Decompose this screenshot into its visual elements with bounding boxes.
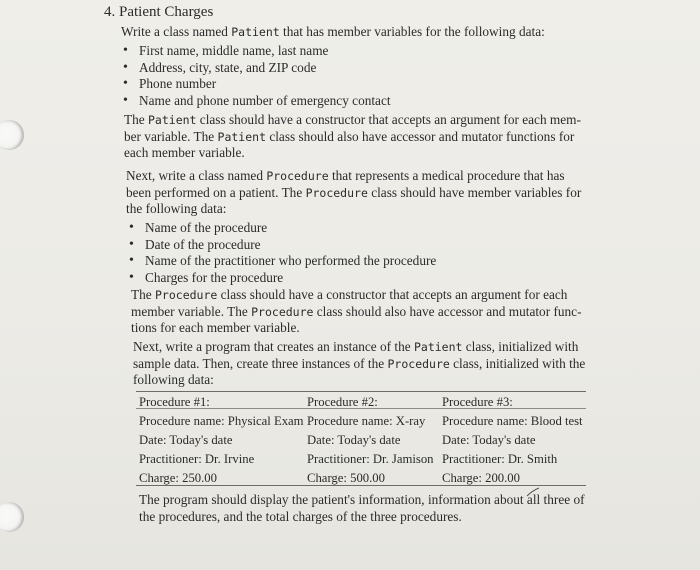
list-item: • Address, city, state, and ZIP code — [121, 60, 391, 77]
procedure-header: Procedure #2: — [307, 395, 378, 409]
procedure-class-paragraph: Next, write a class named Procedure that represents a medical procedure that has been performed on a patient. The Procedure class should have member variables for the following data: — [126, 168, 582, 216]
procedure-header: Procedure #3: — [442, 395, 513, 409]
list-item: • Name of the procedure — [127, 220, 436, 237]
procedure-column-3 — [442, 393, 583, 488]
list-item: • First name, middle name, last name — [121, 43, 391, 60]
procedure-charge: Charge: 250.00 — [139, 471, 217, 485]
procedure-date: Date: Today's date — [442, 433, 536, 447]
patient-fields-list — [121, 43, 391, 109]
procedure-column-1 — [139, 393, 304, 488]
patient-class-paragraph: The Patient class should have a constructor that accepts an argument for each mem- ber variable. The Patient class should also have accessor and mutator functions for each member variable. — [124, 112, 581, 160]
procedure-name: Procedure name: X-ray — [307, 414, 426, 428]
procedure-name: Procedure name: Physical Exam — [139, 414, 304, 428]
closing-paragraph: The program should display the patient's information, information about all three of the procedures, and the total charges of the three procedures. — [139, 492, 585, 524]
procedure-practitioner: Practitioner: Dr. Smith — [442, 452, 558, 466]
procedure-date: Date: Today's date — [139, 433, 233, 447]
binder-hole — [0, 502, 24, 532]
intro-paragraph: Write a class named Patient that has member variables for the following data: — [121, 24, 545, 39]
exercise-heading: 4. Patient Charges — [104, 4, 214, 20]
procedure-practitioner: Practitioner: Dr. Jamison — [307, 452, 434, 466]
procedure-fields-list — [127, 220, 436, 286]
procedure-charge: Charge: 500.00 — [307, 471, 385, 485]
program-paragraph: Next, write a program that creates an instance of the Patient class, initialized with sample data. Then, create three instances of the Procedure class, initialized with the following data: — [133, 339, 586, 387]
list-item: • Name of the practitioner who performed the procedure — [127, 253, 436, 270]
list-item: • Date of the procedure — [127, 237, 436, 254]
list-item: • Charges for the procedure — [127, 270, 436, 287]
procedure-date: Date: Today's date — [307, 433, 401, 447]
constructor-paragraph: The Procedure class should have a constructor that accepts an argument for each member variable. The Procedure class should also have accessor and mutator func- tions for each member variable. — [131, 287, 582, 335]
binder-hole — [0, 120, 24, 150]
list-item: • Phone number — [121, 76, 391, 93]
procedure-practitioner: Practitioner: Dr. Irvine — [139, 452, 255, 466]
procedure-header: Procedure #1: — [139, 395, 210, 409]
procedure-name: Procedure name: Blood test — [442, 414, 583, 428]
table-top-rule — [136, 391, 586, 392]
list-item: • Name and phone number of emergency contact — [121, 93, 391, 110]
procedure-charge: Charge: 200.00 — [442, 471, 520, 485]
procedure-column-2 — [307, 393, 434, 488]
